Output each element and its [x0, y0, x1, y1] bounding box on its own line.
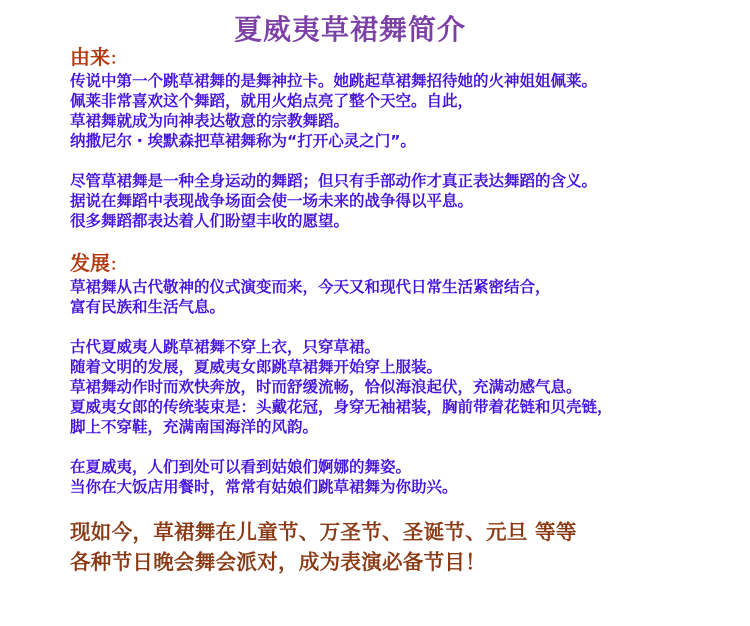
paragraph-spacer [70, 317, 740, 337]
text-line: 尽管草裙舞是一种全身运动的舞蹈；但只有手部动作才真正表达舞蹈的含义。 [70, 172, 598, 190]
text-line: 脚上不穿鞋，充满南国海洋的风韵。 [70, 418, 319, 436]
closing-statement [70, 517, 740, 577]
text-line: 纳撒尼尔・埃默森把草裙舞称为“打开心灵之门”。 [70, 132, 416, 150]
heading-colon: ： [110, 255, 127, 274]
text-line: 富有民族和生活气息。 [70, 298, 226, 316]
text-line: 夏威夷女郎的传统装束是：头戴花冠，身穿无袖裙装，胸前带着花链和贝壳链， [70, 398, 613, 416]
development-paragraph-1 [70, 277, 740, 317]
section-spacer [70, 497, 740, 517]
heading-colon: ： [110, 49, 127, 68]
development-paragraph-3 [70, 457, 740, 497]
text-line: 当你在大饭店用餐时，常常有姑娘们跳草裙舞为你助兴。 [70, 478, 458, 496]
text-line: 草裙舞就成为向神表达敬意的宗教舞蹈。 [70, 112, 350, 130]
section-spacer [70, 231, 740, 251]
text-line: 随着文明的发展，夏威夷女郎跳草裙舞开始穿上服装。 [70, 358, 443, 376]
text-line: 据说在舞蹈中表现战争场面会使一场未来的战争得以平息。 [70, 192, 474, 210]
text-line: 古代夏威夷人跳草裙舞不穿上衣，只穿草裙。 [70, 338, 381, 356]
page-title: 夏威夷草裙舞简介 [233, 13, 466, 46]
development-paragraph-2 [70, 337, 740, 437]
heading-text: 发展 [70, 251, 110, 275]
origin-paragraph-2 [70, 171, 740, 231]
text-line: 草裙舞动作时而欢快奔放，时而舒缓流畅，恰似海浪起伏，充满动感气息。 [70, 378, 582, 396]
text-line: 传说中第一个跳草裙舞的是舞神拉卡。她跳起草裙舞招待她的火神姐姐佩莱。 [70, 72, 598, 90]
closing-line: 现如今，草裙舞在儿童节、万圣节、圣诞节、元旦 等等 [70, 520, 577, 544]
document-body [70, 45, 740, 577]
text-line: 在夏威夷，人们到处可以看到姑娘们婀娜的舞姿。 [70, 458, 412, 476]
origin-paragraph-1 [70, 71, 740, 151]
text-line: 很多舞蹈都表达着人们盼望丰收的愿望。 [70, 212, 350, 230]
text-line: 佩莱非常喜欢这个舞蹈，就用火焰点亮了整个天空。自此， [70, 92, 474, 110]
paragraph-spacer [70, 437, 740, 457]
heading-text: 由来 [70, 45, 110, 69]
paragraph-spacer [70, 151, 740, 171]
section-heading-development [70, 251, 740, 277]
section-heading-origin [70, 45, 740, 71]
closing-line: 各种节日晚会舞会派对，成为表演必备节目！ [70, 550, 486, 574]
text-line: 草裙舞从古代敬神的仪式演变而来，今天又和现代日常生活紧密结合， [70, 278, 551, 296]
